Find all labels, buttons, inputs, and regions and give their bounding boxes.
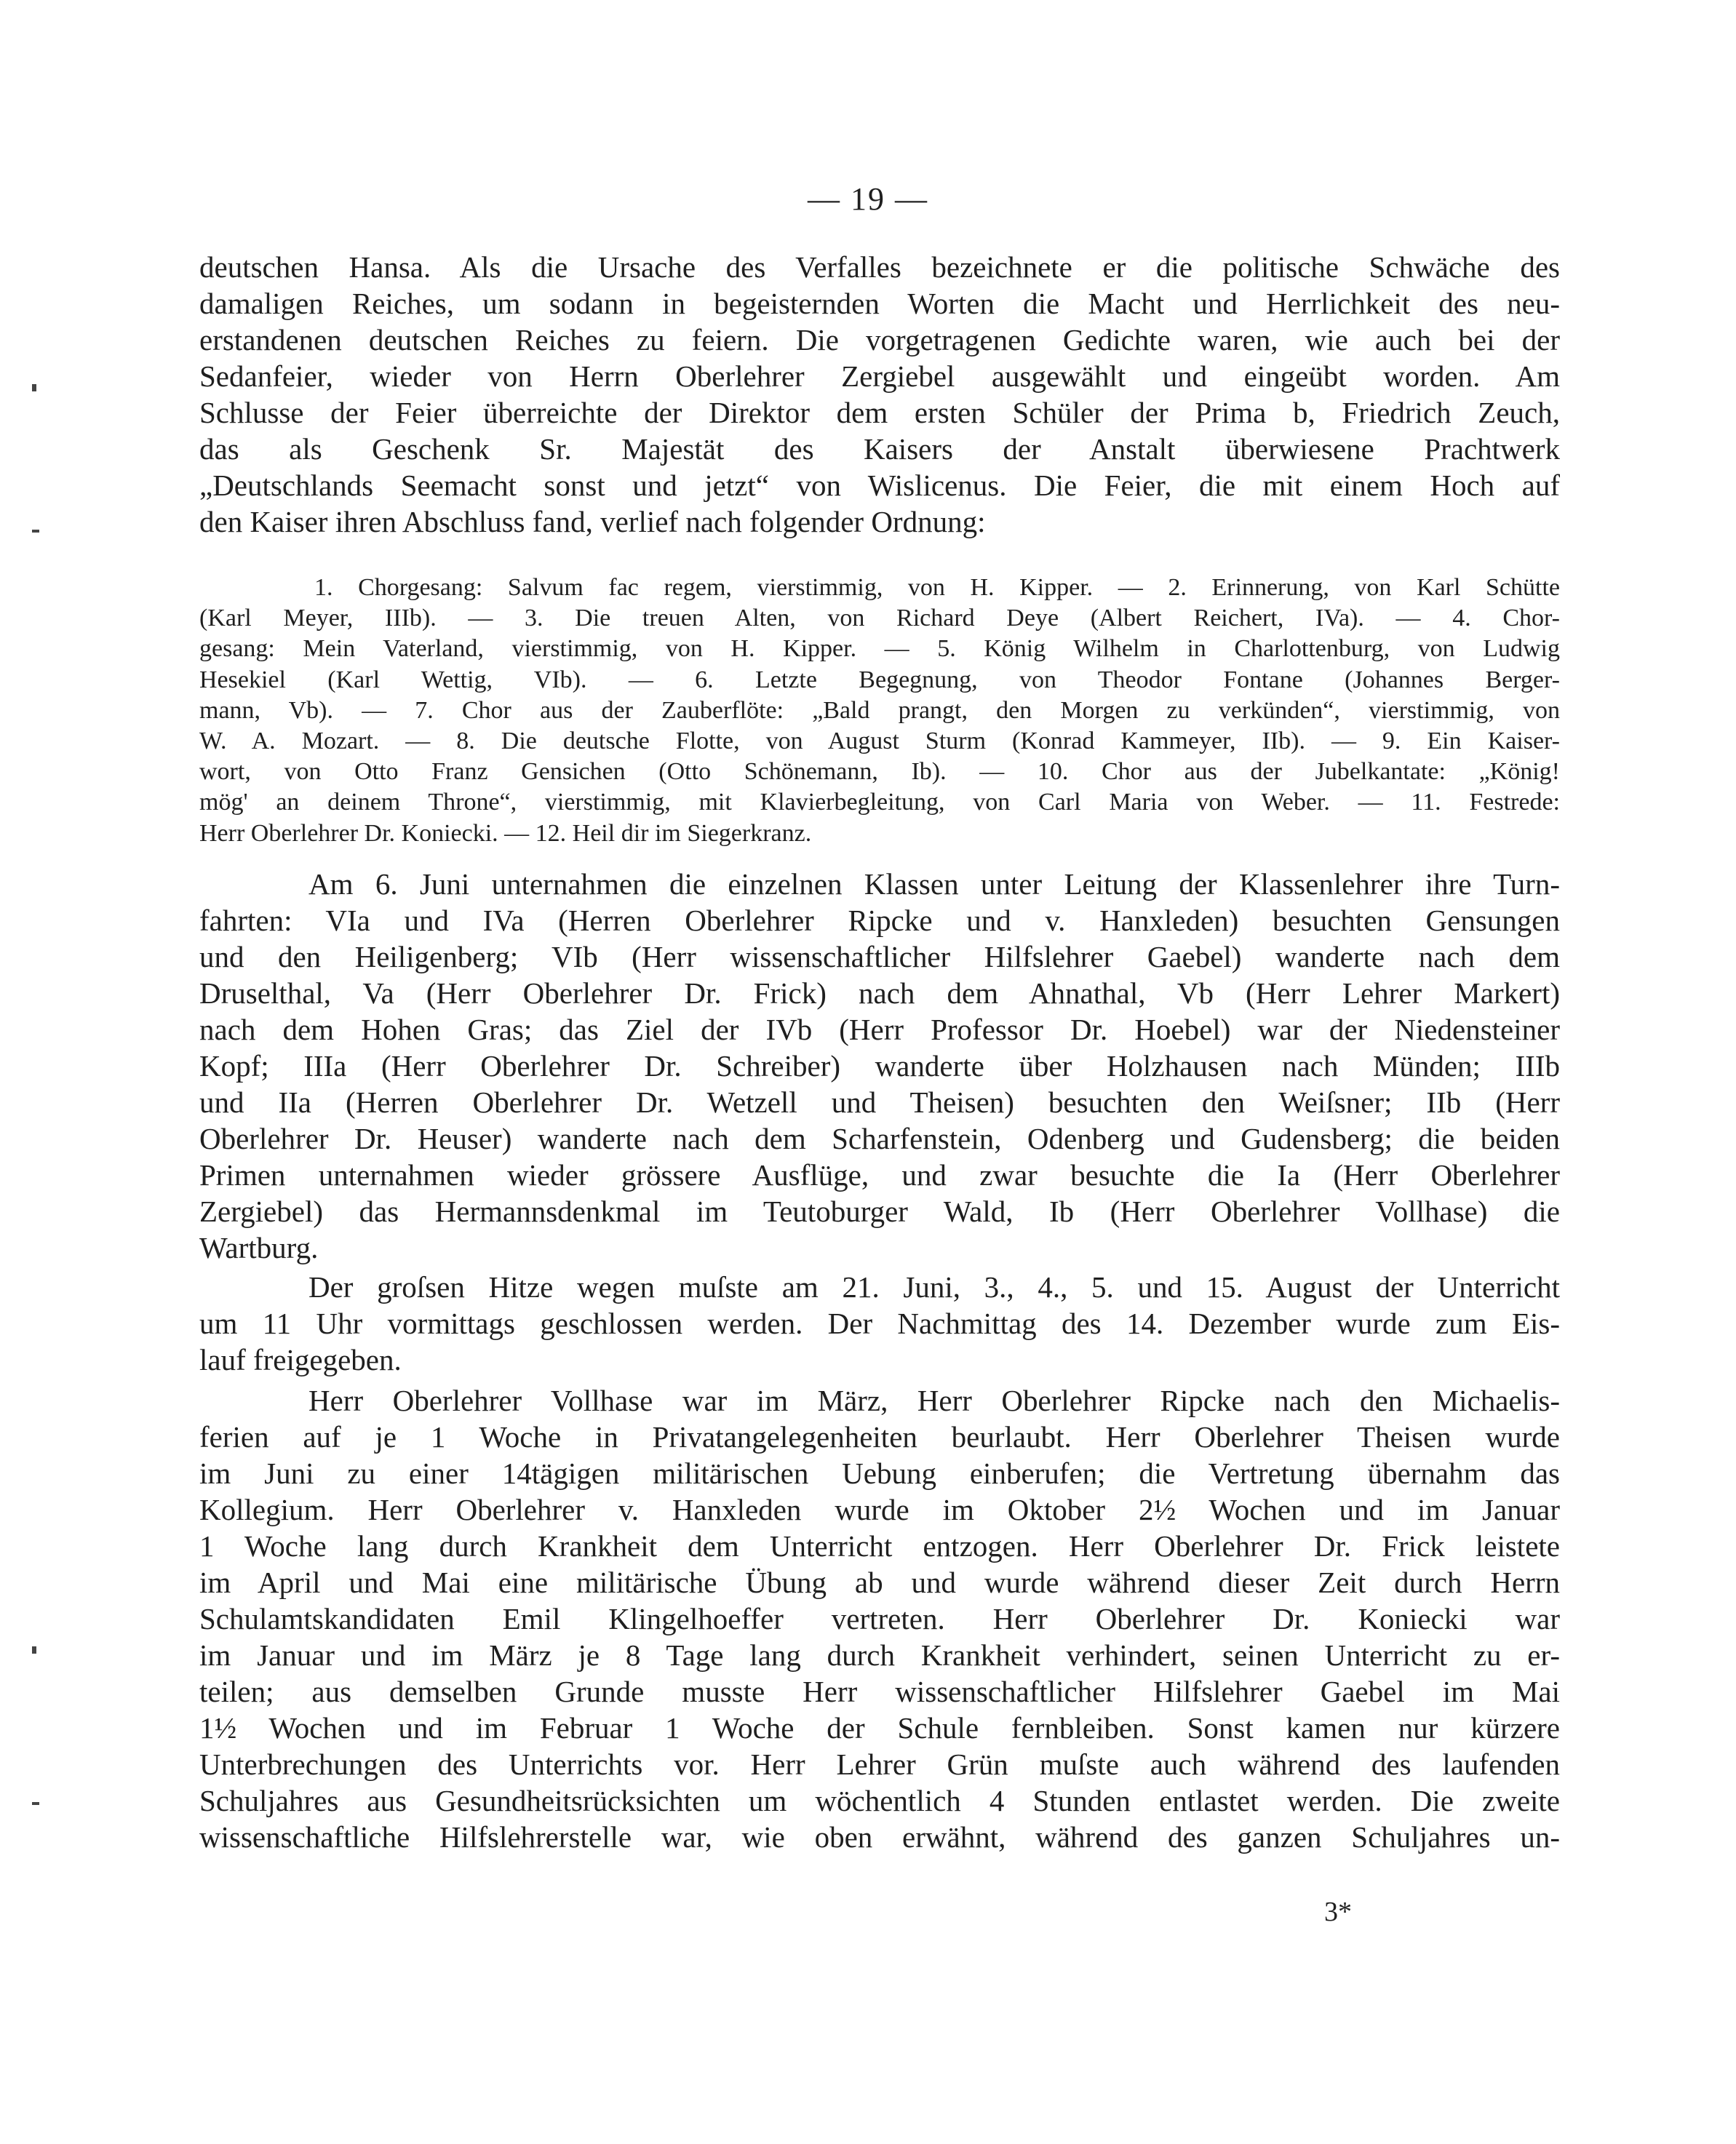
- text-line: wissenschaftliche Hilfslehrerstelle war, wie oben erwähnt, während des ganzen Schuljahres un-: [199, 1820, 1560, 1854]
- page-number: — 19 —: [808, 181, 928, 217]
- margin-mark: [32, 530, 39, 533]
- text-line: Schulamtskandidaten Emil Klingelhoeffer vertreten. Herr Oberlehrer Dr. Koniecki war: [199, 1602, 1560, 1635]
- text-line: im Juni zu einer 14tägigen militärischen Uebung einberufen; die Vertretung übernahm das: [199, 1456, 1560, 1490]
- margin-mark: [32, 384, 36, 391]
- program-line: mög' an deinem Throne“, vierstimmig, mit Klavierbegleitung, von Carl Maria von Weber. — 11. Festrede:: [199, 789, 1560, 816]
- text-line: Kopf; IIIa (Herr Oberlehrer Dr. Schreiber) wanderte über Holzhausen nach Münden; IIIb: [199, 1049, 1560, 1083]
- text-line: Der groſsen Hitze wegen muſste am 21. Juni, 3., 4., 5. und 15. August der Unterricht: [308, 1270, 1560, 1304]
- text-line: das als Geschenk Sr. Majestät des Kaisers der Anstalt überwiesene Prachtwerk: [199, 432, 1560, 466]
- text-line: Druselthal, Va (Herr Oberlehrer Dr. Frick) nach dem Ahnathal, Vb (Herr Lehrer Markert): [199, 976, 1560, 1010]
- text-line: lauf freigegeben.: [199, 1343, 402, 1376]
- text-line: Unterbrechungen des Unterrichts vor. Herr Lehrer Grün muſste auch während des laufenden: [199, 1748, 1560, 1781]
- text-line: im Januar und im März je 8 Tage lang durch Krankheit verhindert, seinen Unterricht zu er-: [199, 1638, 1560, 1672]
- text-line: und den Heiligenberg; VIb (Herr wissenschaftlicher Hilfslehrer Gaebel) wanderte nach dem: [199, 940, 1560, 973]
- text-line: Primen unternahmen wieder grössere Ausflüge, und zwar besuchte die Ia (Herr Oberlehrer: [199, 1158, 1560, 1192]
- paragraph-excursions: [199, 866, 1560, 1266]
- festival-program-list: [199, 573, 1560, 849]
- text-line: Schuljahres aus Gesundheitsrücksichten um wöchentlich 4 Stunden entlastet werden. Die zweite: [199, 1784, 1560, 1817]
- program-line: W. A. Mozart. — 8. Die deutsche Flotte, von August Sturm (Konrad Kammeyer, IIb). — 9. Ein Kaiser-: [199, 727, 1560, 754]
- program-line: mann, Vb). — 7. Chor aus der Zauberflöte: „Bald prangt, den Morgen zu verkünden“, vierstimmig, von: [199, 696, 1560, 724]
- text-line: Oberlehrer Dr. Heuser) wanderte nach dem Scharfenstein, Odenberg und Gudensberg; die beiden: [199, 1122, 1560, 1155]
- margin-mark: [32, 1802, 39, 1805]
- text-line: Zergiebel) das Hermannsdenkmal im Teutoburger Wald, Ib (Herr Oberlehrer Vollhase) die: [199, 1195, 1560, 1228]
- text-line: Sedanfeier, wieder von Herrn Oberlehrer Zergiebel ausgewählt und eingeübt worden. Am: [199, 359, 1560, 393]
- text-line: Am 6. Juni unternahmen die einzelnen Klassen unter Leitung der Klassenlehrer ihre Turn-: [308, 867, 1560, 901]
- text-line: damaligen Reiches, um sodann in begeisternden Worten die Macht und Herrlichkeit des neu-: [199, 287, 1560, 320]
- text-line: im April und Mai eine militärische Übung ab und wurde während dieser Zeit durch Herrn: [199, 1566, 1560, 1599]
- program-line: wort, von Otto Franz Gensichen (Otto Schönemann, Ib). — 10. Chor aus der Jubelkantate: „König!: [199, 758, 1560, 786]
- signature-mark: 3*: [1324, 1897, 1352, 1927]
- text-line: nach dem Hohen Gras; das Ziel der IVb (Herr Professor Dr. Hoebel) war der Niedensteiner: [199, 1013, 1560, 1046]
- paragraph-heat-closure: [199, 1269, 1560, 1378]
- program-line: gesang: Mein Vaterland, vierstimmig, von H. Kipper. — 5. König Wilhelm in Charlottenburg, von Ludwig: [199, 635, 1560, 663]
- text-line: ferien auf je 1 Woche in Privatangelegenheiten beurlaubt. Herr Oberlehrer Theisen wurde: [199, 1420, 1560, 1454]
- text-line: 1½ Wochen und im Februar 1 Woche der Schule fernbleiben. Sonst kamen nur kürzere: [199, 1711, 1560, 1745]
- text-line: teilen; aus demselben Grunde musste Herr wissenschaftlicher Hilfslehrer Gaebel im Mai: [199, 1675, 1560, 1708]
- paragraph-leave-of-absence: [199, 1382, 1560, 1855]
- program-line: 1. Chorgesang: Salvum fac regem, vierstimmig, von H. Kipper. — 2. Erinnerung, von Karl Schütte: [314, 574, 1560, 601]
- text-line: und IIa (Herren Oberlehrer Dr. Wetzell und Theisen) besuchten den Weiſsner; IIb (Herr: [199, 1085, 1560, 1119]
- program-line: Hesekiel (Karl Wettig, VIb). — 6. Letzte Begegnung, von Theodor Fontane (Johannes Berger-: [199, 666, 1560, 693]
- text-line: um 11 Uhr vormittags geschlossen werden. Der Nachmittag des 14. Dezember wurde zum Eis-: [199, 1307, 1560, 1340]
- text-line: „Deutschlands Seemacht sonst und jetzt“ von Wislicenus. Die Feier, die mit einem Hoch auf: [199, 469, 1560, 502]
- program-line: Herr Oberlehrer Dr. Koniecki. — 12. Heil dir im Siegerkranz.: [199, 819, 812, 847]
- text-line: Kollegium. Herr Oberlehrer v. Hanxleden wurde im Oktober 2½ Wochen und im Januar: [199, 1493, 1560, 1526]
- text-line: 1 Woche lang durch Krankheit dem Unterricht entzogen. Herr Oberlehrer Dr. Frick leistete: [199, 1529, 1560, 1563]
- text-line: erstandenen deutschen Reiches zu feiern. Die vorgetragenen Gedichte waren, wie auch bei der: [199, 323, 1560, 356]
- text-line: Wartburg.: [199, 1231, 319, 1264]
- text-line: deutschen Hansa. Als die Ursache des Verfalles bezeichnete er die politische Schwäche des: [199, 250, 1560, 284]
- margin-mark: [32, 1646, 36, 1654]
- text-line: den Kaiser ihren Abschluss fand, verlief nach folgender Ordnung:: [199, 505, 986, 538]
- text-line: fahrten: VIa und IVa (Herren Oberlehrer Ripcke und v. Hanxleden) besuchten Gensungen: [199, 904, 1560, 937]
- paragraph-festival-report: [199, 249, 1560, 540]
- program-line: (Karl Meyer, IIIb). — 3. Die treuen Alten, von Richard Deye (Albert Reichert, IVa). — 4. Chor-: [199, 605, 1560, 632]
- text-line: Herr Oberlehrer Vollhase war im März, Herr Oberlehrer Ripcke nach den Michaelis-: [308, 1384, 1560, 1417]
- text-line: Schlusse der Feier überreichte der Direktor dem ersten Schüler der Prima b, Friedrich Zeuch,: [199, 396, 1560, 429]
